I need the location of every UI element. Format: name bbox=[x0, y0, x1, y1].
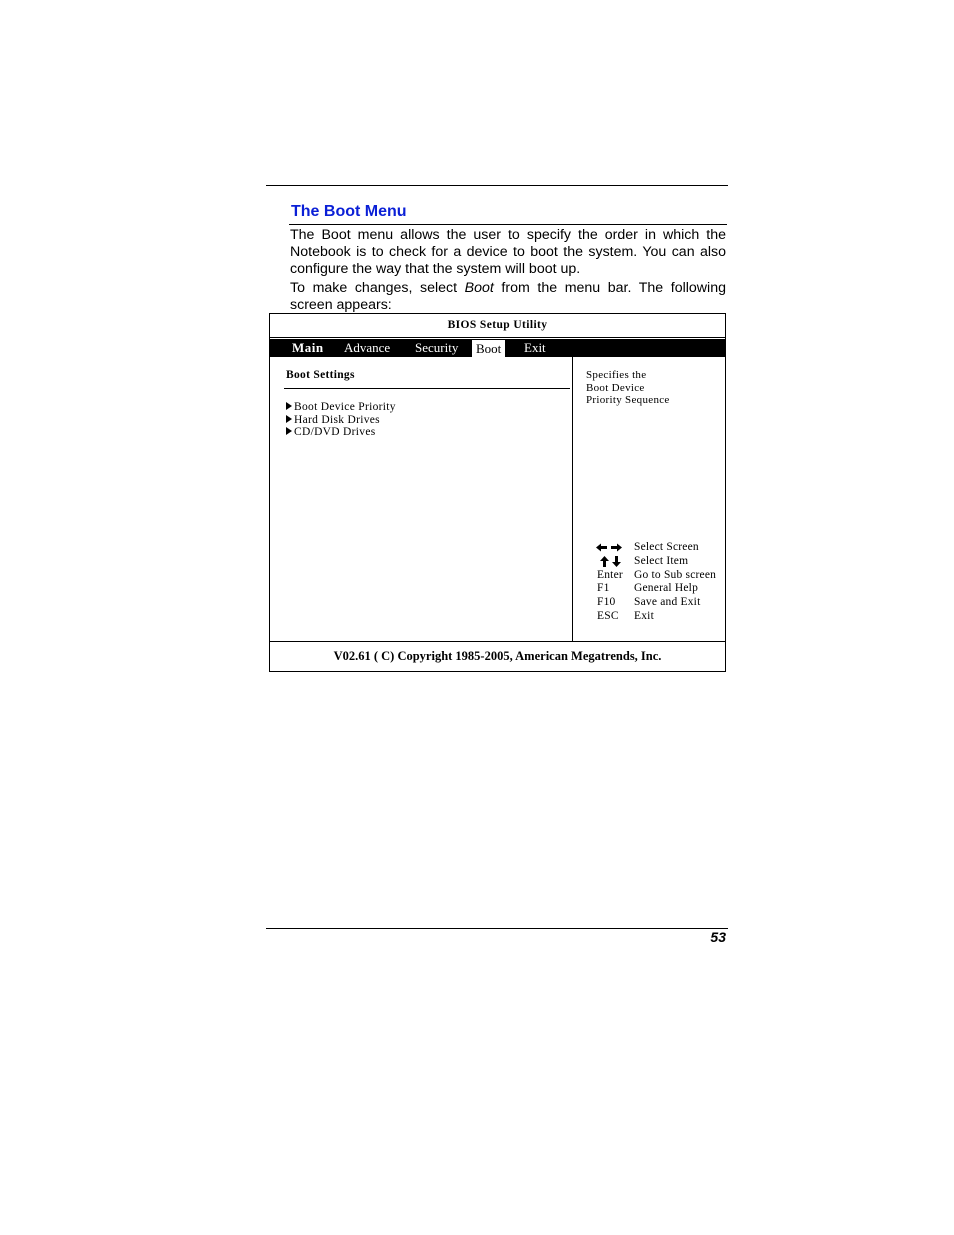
key-row bbox=[597, 582, 725, 596]
option-label: Boot Device Priority bbox=[294, 401, 396, 413]
key-desc: Exit bbox=[634, 609, 654, 622]
key-row bbox=[597, 569, 725, 583]
submenu-arrow-icon bbox=[286, 402, 292, 410]
key-label: ESC bbox=[597, 609, 619, 622]
footer-rule bbox=[266, 928, 728, 929]
heading-underline bbox=[289, 224, 727, 225]
key-desc: Save and Exit bbox=[634, 596, 701, 609]
key-desc: Select Screen bbox=[634, 541, 699, 553]
key-row bbox=[597, 610, 725, 624]
option-hard-disk-drives[interactable] bbox=[286, 414, 380, 426]
key-row bbox=[597, 541, 725, 555]
submenu-arrow-icon bbox=[286, 415, 292, 423]
bios-screenshot bbox=[269, 313, 726, 672]
key-desc: Select Item bbox=[634, 554, 689, 567]
bios-title: BIOS Setup Utility bbox=[447, 319, 548, 331]
option-label: Hard Disk Drives bbox=[294, 414, 380, 426]
option-boot-device-priority[interactable] bbox=[286, 401, 396, 413]
instruction-paragraph bbox=[290, 280, 726, 314]
boot-settings-title: Boot Settings bbox=[286, 369, 355, 381]
key-label: F10 bbox=[597, 596, 616, 609]
key-row bbox=[597, 596, 725, 610]
left-right-arrows-icon bbox=[597, 541, 633, 552]
intro-paragraph: The Boot menu allows the user to specify the order in which the Notebook is to check for a device to boot the system. You can also configure the way that the system will boot up. bbox=[290, 227, 726, 277]
key-legend bbox=[597, 541, 725, 624]
menu-boot[interactable]: Boot bbox=[472, 340, 505, 357]
bios-settings-pane bbox=[270, 357, 571, 641]
boot-settings-divider bbox=[284, 388, 570, 389]
bios-title-divider bbox=[270, 337, 725, 338]
menu-advance[interactable]: Advance bbox=[344, 340, 391, 355]
instruction-text-end: from the menu bar. The following screen appears: bbox=[290, 280, 726, 313]
key-desc: Go to Sub screen bbox=[634, 568, 717, 581]
help-line: Boot Device bbox=[586, 381, 645, 394]
menu-exit[interactable]: Exit bbox=[524, 340, 546, 355]
bios-help-pane bbox=[572, 357, 726, 641]
key-desc: General Help bbox=[634, 582, 699, 595]
menu-main[interactable]: Main bbox=[292, 340, 324, 355]
key-label: F1 bbox=[597, 582, 610, 595]
key-row bbox=[597, 555, 725, 569]
instruction-emphasis: Boot bbox=[464, 280, 494, 296]
page-number: 53 bbox=[710, 929, 726, 945]
section-heading: The Boot Menu bbox=[291, 203, 407, 220]
bios-menubar bbox=[270, 339, 725, 357]
help-text bbox=[586, 369, 716, 407]
menu-security[interactable]: Security bbox=[415, 340, 459, 355]
option-label: CD/DVD Drives bbox=[294, 426, 376, 438]
help-line: Priority Sequence bbox=[586, 394, 670, 406]
submenu-arrow-icon bbox=[286, 427, 292, 435]
help-line: Specifies the bbox=[586, 369, 647, 381]
key-label: Enter bbox=[597, 568, 623, 581]
option-cd-dvd-drives[interactable] bbox=[286, 426, 376, 438]
instruction-text-start: To make changes, select bbox=[290, 280, 465, 296]
up-down-arrows-icon bbox=[597, 555, 633, 567]
header-rule bbox=[266, 185, 728, 186]
bios-copyright: V02.61 ( C) Copyright 1985-2005, American Megatrends, Inc. bbox=[333, 649, 662, 663]
